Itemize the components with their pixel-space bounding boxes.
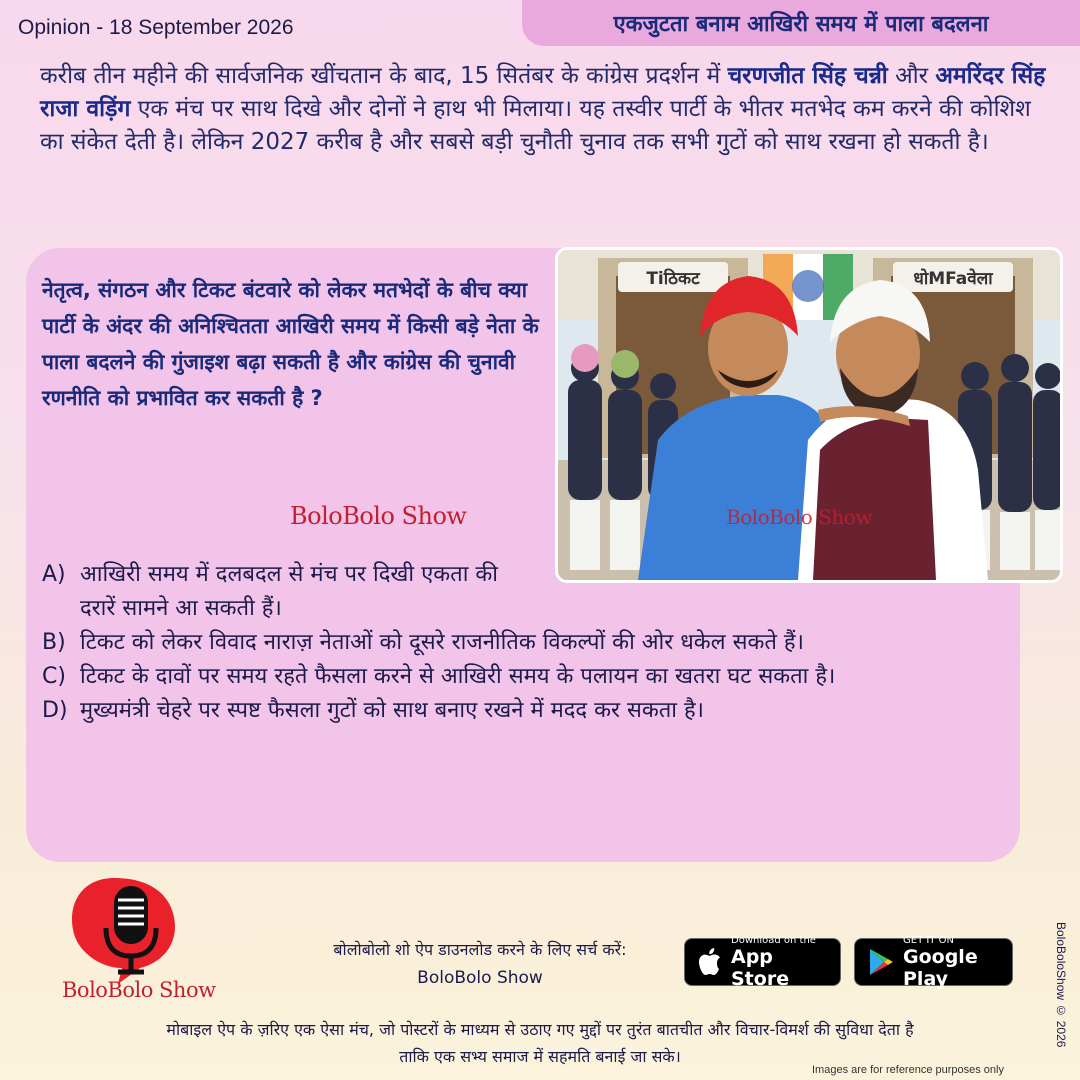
app-store-big-text: App Store	[731, 945, 790, 990]
app-store-small-text: Download on the	[731, 934, 816, 946]
leaders-photo	[555, 247, 1063, 583]
quiz-question: नेतृत्व, संगठन और टिकट बंटवारे को लेकर मतभेदों के बीच क्या पार्टी के अंदर की अनिश्चितता आखिरी समय में किसी बड़े नेता के पाला बदलने की गुंजाइश बढ़ा सकती है और कांग्रेस की चुनावी रणनीति को प्रभावित कर सकती है ?	[42, 278, 539, 410]
search-prompt-text: बोलोबोलो शो ऐप डाउनलोड करने के लिए सर्च करें:	[333, 940, 627, 959]
photo-sign-left: Tiठिकट	[646, 269, 700, 289]
photo-sign-right: धोMFaवेला	[913, 269, 993, 289]
quiz-options	[42, 558, 1002, 728]
option-b-text: टिकट को लेकर विवाद नाराज़ नेताओं को दूसरे राजनीतिक विकल्पों की ओर धकेल सकते हैं।	[80, 630, 804, 655]
footer-tagline	[30, 1016, 1050, 1070]
google-play-button[interactable]	[854, 934, 1013, 990]
party-symbol-icon	[792, 270, 824, 302]
option-b[interactable]	[42, 626, 1002, 660]
google-play-small-text: GET IT ON	[903, 934, 954, 946]
google-play-big-text: Google Play	[903, 945, 978, 990]
option-c[interactable]	[42, 660, 1002, 694]
footer-tagline-line-2: ताकि एक सभ्य समाज में सहमति बनाई जा सके।	[399, 1047, 681, 1066]
highlight-name-amarinder: अमरिंदर सिंह राजा वड़िंग	[40, 63, 1046, 122]
brand-watermark: BoloBolo Show	[290, 502, 467, 530]
leader-right-jacket	[813, 418, 936, 580]
option-d-key: D)	[42, 698, 68, 723]
intro-text-3: एक मंच पर साथ दिखे और दोनों ने हाथ भी मिलाया। यह तस्वीर पार्टी के भीतर मतभेद कम करने की कोशिश का संकेत देती है। लेकिन 2027 करीब है और सबसे बड़ी चुनौती चुनाव तक सभी गुटों को साथ रखना हो सकती है।	[40, 96, 1031, 155]
app-search-prompt	[278, 936, 682, 992]
google-play-icon	[867, 947, 895, 977]
option-a-text: आखिरी समय में दलबदल से मंच पर दिखी एकता की दरारें सामने आ सकती हैं।	[80, 562, 498, 621]
date-label: Opinion - 18 September 2026	[18, 16, 294, 39]
headline-banner: एकजुटता बनाम आखिरी समय में पाला बदलना	[522, 0, 1080, 46]
option-c-key: C)	[42, 664, 66, 689]
option-a[interactable]	[42, 558, 1002, 626]
highlight-name-charanjit: चरणजीत सिंह चन्नी	[727, 63, 888, 89]
footer-tagline-line-1: मोबाइल ऐप के ज़रिए एक ऐसा मंच, जो पोस्टरों के माध्यम से उठाए गए मुद्दों पर तुरंत बातचीत और विचार-विमर्श की सुविधा देता है	[166, 1020, 914, 1039]
copyright-text: BoloBoloShow © 2026	[1054, 922, 1068, 1048]
photo-illustration	[558, 250, 1060, 580]
option-d-text: मुख्यमंत्री चेहरे पर स्पष्ट फैसला गुटों को साथ बनाए रखने में मदद कर सकता है।	[80, 698, 705, 723]
option-a-key: A)	[42, 562, 66, 587]
intro-paragraph	[40, 60, 1050, 159]
intro-text-1: करीब तीन महीने की सार्वजनिक खींचतान के बाद, 15 सितंबर के कांग्रेस प्रदर्शन में	[40, 63, 728, 89]
app-store-button[interactable]	[684, 934, 841, 990]
option-b-key: B)	[42, 630, 66, 655]
intro-text-2: और	[887, 63, 936, 89]
option-d[interactable]	[42, 694, 1002, 728]
logo-text: BoloBolo Show	[62, 978, 216, 1002]
search-app-name: BoloBolo Show	[417, 968, 543, 988]
image-disclaimer: Images are for reference purposes only	[812, 1064, 1004, 1076]
apple-icon	[697, 947, 723, 977]
option-c-text: टिकट के दावों पर समय रहते फैसला करने से आखिरी समय के पलायन का खतरा घट सकता है।	[80, 664, 836, 689]
photo-watermark: BoloBolo Show	[726, 505, 872, 529]
